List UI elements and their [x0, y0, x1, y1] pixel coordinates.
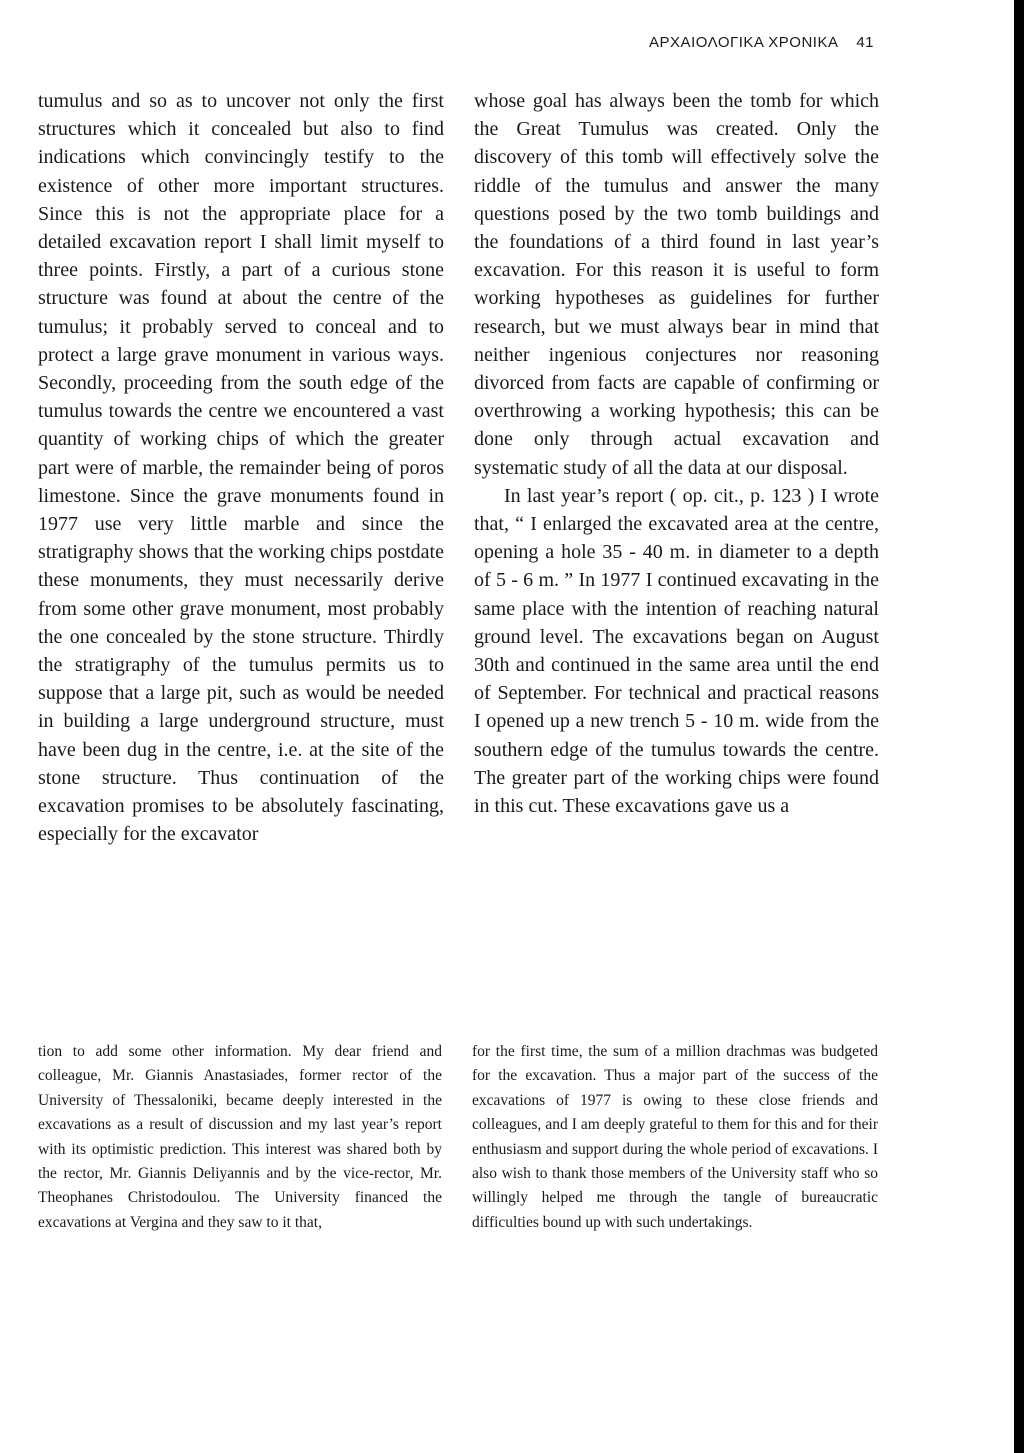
- footnote-right: for the first time, the sum of a million drachmas was budgeted for the excavation. Thus a major part of the success of the excavations of 1977 is owing to these close friends and colleagues, and I am deeply grateful to them for this and for their enthusiasm and support during the whole period of excavations. I also wish to thank those members of the University staff who so willingly helped me through the tangle of bureaucratic difficulties bound up with such undertakings.: [472, 1043, 878, 1231]
- right-column: [474, 87, 879, 820]
- footnote-left: tion to add some other information. My dear friend and colleague, Mr. Giannis Anastasiades, former rector of the University of Thessaloniki, became deeply interested in the excavations as a result of discussion and my last year’s report with its optimistic prediction. This interest was shared both by the rector, Mr. Giannis Deliyannis and by the vice-rector, Mr. Theophanes Christodoulou. The University financed the excavations at Vergina and they saw to it that,: [38, 1043, 442, 1231]
- right-column-paragraph-1: whose goal has always been the tomb for which the Great Tumulus was created. Only the discovery of this tomb will effectively solve the riddle of the tumulus and answer the many questions posed by the two tomb buildings and the foundations of a third found in last year’s excavation. For this reason it is useful to form working hypotheses as guidelines for further research, but we must always bear in mind that neither ingenious conjectures nor reasoning divorced from facts are capable of confirming or overthrowing a working hypothesis; this can be done only through actual excavation and systematic study of all the data at our disposal.: [474, 90, 879, 479]
- scan-edge-bar: [1014, 0, 1024, 1453]
- page-number: 41: [856, 34, 874, 51]
- left-column-paragraph: tumulus and so as to uncover not only the first structures which it concealed but also to find indications which convincingly testify to the existence of other more important structures. Since this is not the appropriate place for a detailed excavation report I shall limit myself to three points. Firstly, a part of a curious stone structure was found at about the centre of the tumulus; it probably served to conceal and to protect a large grave monument in various ways. Secondly, proceeding from the south edge of the tumulus towards the centre we encountered a vast quantity of working chips of which the greater part were of marble, the remainder being of poros limestone. Since the grave monuments found in 1977 use very little marble and since the stratigraphy shows that the working chips postdate these monuments, they must necessarily derive from some other grave monument, most probably the one concealed by the stone structure. Thirdly the stratigraphy of the tumulus permits us to suppose that a large pit, such as would be needed in building a large underground structure, must have been dug in the centre, i.e. at the site of the stone structure. Thus continuation of the excavation promises to be absolutely fascinating, especially for the excavator: [38, 90, 444, 846]
- right-column-paragraph-2: In last year’s report ( op. cit., p. 123 ) I wrote that, “ I enlarged the excavated area at the centre, opening a hole 35 - 40 m. in diameter to a depth of 5 - 6 m. ” In 1977 I continued excavating in the same place with the intention of reaching natural ground level. The excavations began on August 30th and continued in the same area until the end of September. For technical and practical reasons I opened up a new trench 5 - 10 m. wide from the southern edge of the tumulus towards the centre. The greater part of the working chips were found in this cut. These excavations gave us a: [474, 484, 879, 818]
- running-title: ΑΡΧΑΙΟΛΟΓΙΚΑ ΧΡΟΝΙΚΑ: [649, 34, 838, 51]
- left-column: [38, 87, 444, 848]
- running-header: [649, 34, 874, 51]
